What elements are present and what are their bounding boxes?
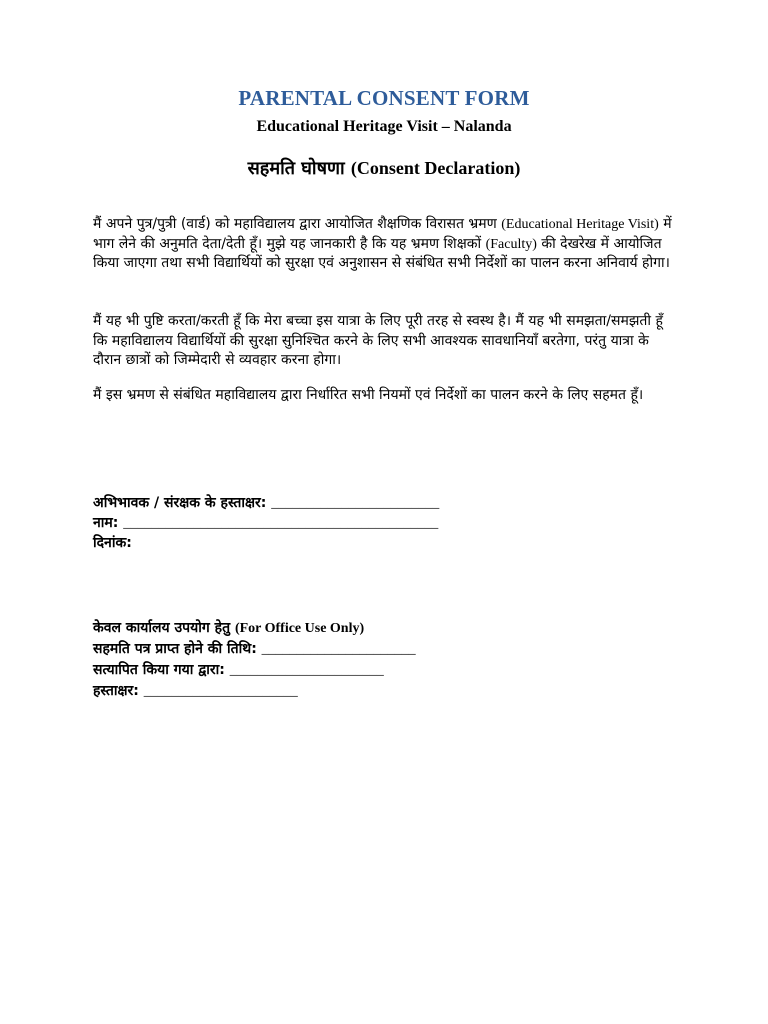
declaration-heading-hindi: सहमति घोषणा <box>247 158 351 179</box>
guardian-signature-field <box>93 494 693 513</box>
consent-paragraph-1 <box>93 215 673 274</box>
verified-by-label: सत्यापित किया गया द्वारा: <box>93 662 230 678</box>
office-use-heading-hindi: केवल कार्यालय उपयोग हेतु <box>93 620 235 636</box>
office-use-heading <box>93 619 693 638</box>
office-signature-field <box>93 682 693 701</box>
received-date-label: सहमति पत्र प्राप्त होने की तिथि: <box>93 641 262 657</box>
name-field <box>93 514 693 533</box>
name-blank[interactable]: _____________________________________________ <box>123 516 439 531</box>
date-field <box>93 534 693 553</box>
paragraph-1-latin-a: (Educational Heritage Visit) <box>501 217 659 232</box>
declaration-heading <box>0 156 768 180</box>
consent-paragraph-2: मैं यह भी पुष्टि करता/करती हूँ कि मेरा बच्चा इस यात्रा के लिए पूरी तरह से स्वस्थ है। मैं यह भी समझता/समझती हूँ कि महाविद्यालय विद्यार्थियों की सुरक्षा सुनिश्चित करने के लिए सभी आवश्यक सावधानियाँ बरतेगा, परंतु यात्रा के दौरान छात्रों को जिम्मेदारी से व्यवहार करना होगा। <box>93 313 663 368</box>
form-subtitle: Educational Heritage Visit – Nalanda <box>256 118 512 135</box>
verified-by-blank[interactable]: ______________________ <box>229 663 384 678</box>
received-date-blank[interactable]: ______________________ <box>261 642 416 657</box>
form-title: PARENTAL CONSENT FORM <box>238 86 530 110</box>
date-label: दिनांक: <box>93 535 132 551</box>
name-label: नाम: <box>93 515 124 531</box>
verified-by-field <box>93 661 693 680</box>
paragraph-1-text-c: की देखरेख में आयोजित किया जाएगा तथा सभी विद्यार्थियों को सुरक्षा एवं अनुशासन से संबंधित सभी निर्देशों का पालन करना अनिवार्य होगा। <box>93 235 670 271</box>
guardian-signature-label: अभिभावक / संरक्षक के हस्ताक्षर: <box>93 495 272 511</box>
guardian-signature-blank[interactable]: ________________________ <box>271 496 440 511</box>
received-date-field <box>93 640 693 659</box>
declaration-heading-english: (Consent Declaration) <box>350 158 521 178</box>
paragraph-1-latin-b: (Faculty) <box>485 236 537 252</box>
consent-paragraph-3: मैं इस भ्रमण से संबंधित महाविद्यालय द्वारा निर्धारित सभी नियमों एवं निर्देशों का पालन करने के लिए सहमत हूँ। <box>93 387 644 403</box>
paragraph-1-text-b: में भाग लेने की अनुमति देता/देती हूँ। मुझे यह जानकारी है कि यह भ्रमण शिक्षकों <box>93 216 672 252</box>
paragraph-1-text-a: मैं अपने पुत्र/पुत्री (वार्ड) को महाविद्यालय द्वारा आयोजित शैक्षणिक विरासत भ्रमण <box>93 216 502 232</box>
office-use-heading-english: (For Office Use Only) <box>234 621 365 636</box>
office-signature-blank[interactable]: ______________________ <box>143 684 298 699</box>
office-signature-label: हस्ताक्षर: <box>93 683 144 699</box>
